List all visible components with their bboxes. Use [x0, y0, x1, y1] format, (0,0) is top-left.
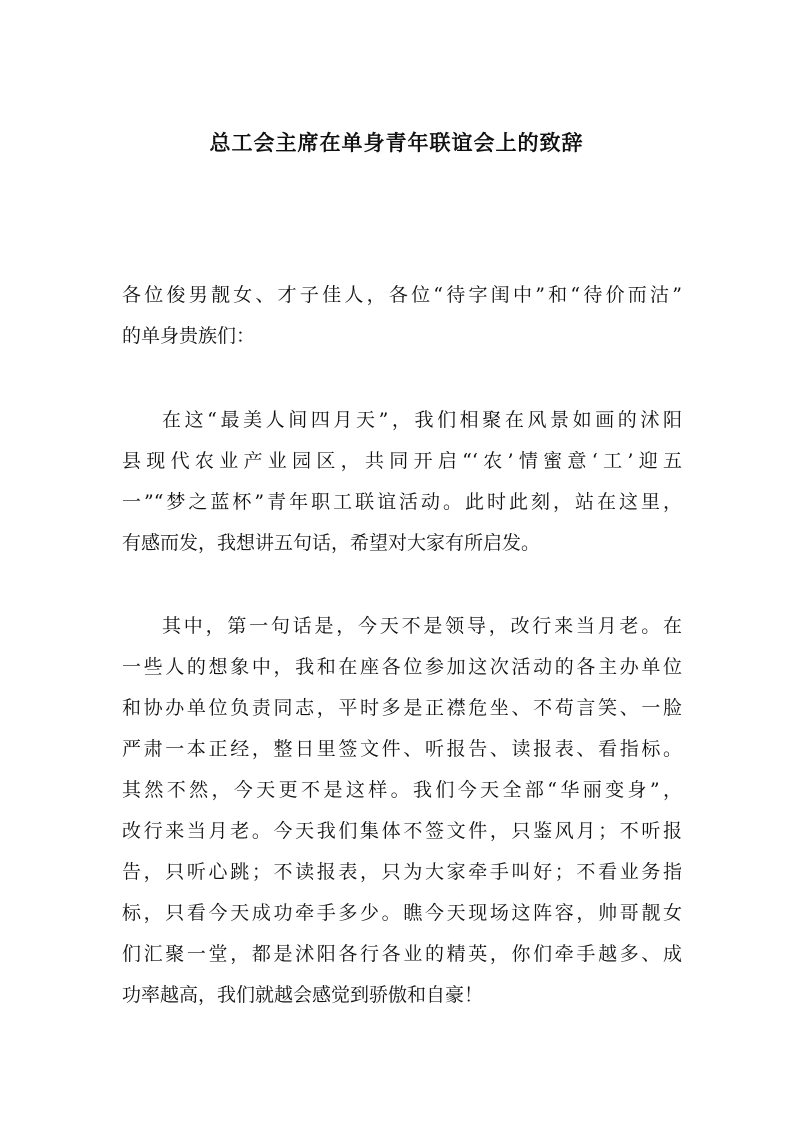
paragraph-line: 一些人的想象中，我和在座各位参加这次活动的各主办单位	[122, 656, 682, 678]
paragraph-1	[122, 400, 682, 564]
paragraph-line: 告，只听心跳；不读报表，只为大家牵手叫好；不看业务指	[122, 861, 682, 883]
paragraph-line: 们汇聚一堂，都是沭阳各行各业的精英，你们牵手越多、成	[122, 943, 682, 965]
paragraph-line: 标，只看今天成功牵手多少。瞧今天现场这阵容，帅哥靓女	[122, 902, 682, 924]
paragraph-line: 有感而发，我想讲五句话，希望对大家有所启发。	[122, 532, 541, 554]
paragraph-line: 改行来当月老。今天我们集体不签文件，只鉴风月；不听报	[122, 820, 682, 842]
salutation-line: 的单身贵族们：	[122, 325, 256, 347]
paragraph-line: 其然不然，今天更不是这样。我们今天全部“华丽变身”，	[122, 779, 682, 801]
paragraph-line: 功率越高，我们就越会感觉到骄傲和自豪！	[122, 984, 484, 1006]
document-title: 总工会主席在单身青年联谊会上的致辞	[209, 130, 584, 155]
paragraph-line: 其中，第一句话是，今天不是领导，改行来当月老。在	[162, 615, 682, 637]
paragraph-line: 一”“梦之蓝杯”青年职工联谊活动。此时此刻，站在这里，	[122, 491, 682, 513]
paragraph-2	[122, 606, 682, 1016]
paragraph-line: 严肃一本正经，整日里签文件、听报告、读报表、看指标。	[122, 738, 682, 760]
salutation	[122, 275, 682, 357]
paragraph-line: 和协办单位负责同志，平时多是正襟危坐、不苟言笑、一脸	[122, 697, 682, 719]
salutation-line: 各位俊男靓女、才子佳人，各位“待字闺中”和“待价而沽”	[122, 284, 682, 306]
paragraph-line: 在这“最美人间四月天”，我们相聚在风景如画的沭阳	[162, 409, 682, 431]
paragraph-line: 县现代农业产业园区，共同开启“‘农’情蜜意‘工’迎五	[122, 450, 682, 472]
